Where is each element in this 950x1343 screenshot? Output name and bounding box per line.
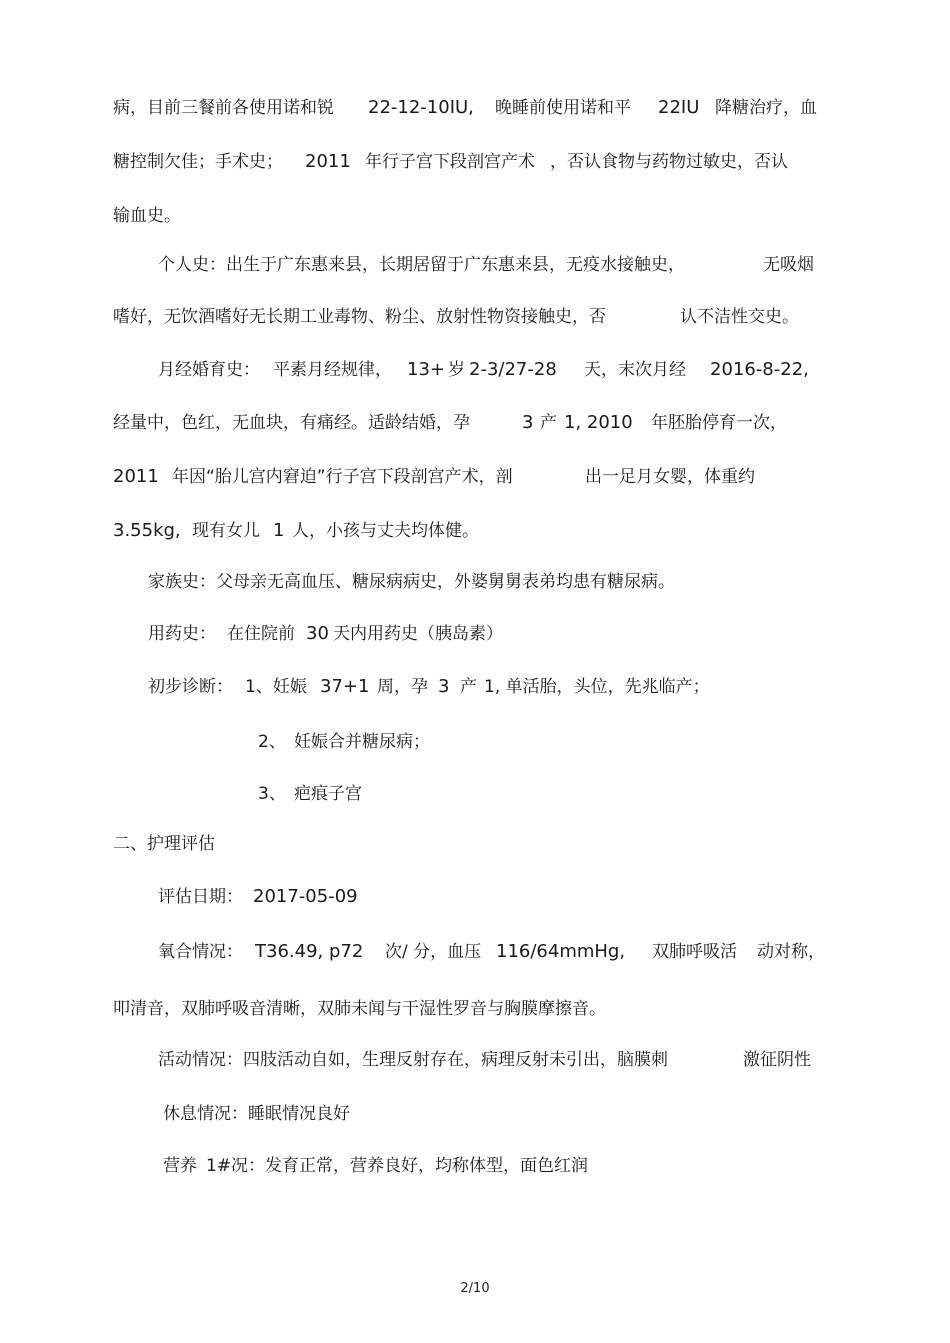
text-segment: 无吸烟 <box>763 255 814 275</box>
text-segment: 年因“胎儿宫内窘迫”行子宫下段剖宫产术，剖 <box>172 467 513 487</box>
text-segment: 家族史：父母亲无高血压、糖尿病病史，外婆舅舅表弟均患有糖尿病。 <box>148 572 675 592</box>
text-segment: 2011 <box>113 466 159 487</box>
text-segment: 晚睡前使用诺和平 <box>495 98 631 118</box>
text-segment: 输血史。 <box>113 206 181 226</box>
text-segment: 3 <box>522 412 534 433</box>
text-segment: 平素月经规律， <box>273 360 392 380</box>
page-number: 2/10 <box>460 1281 490 1296</box>
text-segment: 1#况：发育正常，营养良好，均称体型，面色红润 <box>206 1156 589 1176</box>
text-line <box>0 779 950 809</box>
text-segment: 3 <box>438 676 450 697</box>
text-segment: 1, 2010 <box>564 412 633 433</box>
text-line <box>0 250 950 280</box>
text-segment: 13+ <box>407 359 445 380</box>
text-segment: 月经婚育史： <box>158 360 260 380</box>
text-segment: 妊娠合并糖尿病； <box>294 732 430 752</box>
text-segment: 30 <box>306 623 329 644</box>
text-segment: 次/ 分，血压 <box>385 942 482 962</box>
text-segment: 营养 <box>163 1156 197 1176</box>
text-line <box>0 994 950 1024</box>
text-segment: 2017-05-09 <box>253 886 358 907</box>
text-segment: 2011 <box>305 151 351 172</box>
text-segment: 2016-8-22, <box>710 359 809 380</box>
text-segment: 年行子宫下段剖宫产术 <box>365 152 535 172</box>
text-line <box>0 355 950 385</box>
text-segment: 动对称， <box>757 942 825 962</box>
text-line <box>0 1099 950 1129</box>
text-segment: 病，目前三餐前各使用诺和锐 <box>113 98 334 118</box>
text-segment: 疤痕子宫 <box>294 784 362 804</box>
text-segment: 3、 <box>258 784 286 804</box>
text-segment: 个人史：出生于广东惠来县，长期居留于广东惠来县，无疫水接触史， <box>158 255 685 275</box>
text-segment: 现有女儿 <box>192 521 260 541</box>
text-segment: 产 <box>540 413 557 433</box>
text-segment: T36.49, p72 <box>255 941 364 962</box>
text-segment: 激征阴性 <box>743 1050 811 1070</box>
text-segment: 氧合情况： <box>158 942 243 962</box>
text-segment: 糖控制欠佳；手术史； <box>113 152 283 172</box>
text-segment: 产 <box>460 677 477 697</box>
text-segment: 在住院前 <box>227 624 295 644</box>
text-segment: 岁 <box>448 360 465 380</box>
text-line <box>0 408 950 438</box>
text-line <box>0 672 950 702</box>
text-segment: 1、妊娠 <box>245 677 307 697</box>
text-segment: 2、 <box>258 732 286 752</box>
text-line <box>0 302 950 332</box>
text-segment: 22-12-10IU, <box>368 97 474 118</box>
text-segment: 降糖治疗，血 <box>715 98 817 118</box>
text-segment: 经量中，色红，无血块，有痛经。适龄结婚，孕 <box>113 413 470 433</box>
text-segment: 二、护理评估 <box>113 834 215 854</box>
text-segment: 认不洁性交史。 <box>680 307 799 327</box>
text-segment: 周，孕 <box>377 677 428 697</box>
text-segment: 1, 单活胎，头位，先兆临产； <box>484 677 710 697</box>
text-segment: 天内用药史（胰岛素） <box>333 624 503 644</box>
text-line <box>0 1045 950 1075</box>
text-segment: 双肺呼吸活 <box>652 942 737 962</box>
text-line <box>0 147 950 177</box>
text-segment: 初步诊断： <box>148 677 233 697</box>
text-segment: 天，末次月经 <box>584 360 686 380</box>
text-line <box>0 937 950 967</box>
text-segment: 叩清音，双肺呼吸音清晰，双肺未闻与干湿性罗音与胸膜摩擦音。 <box>113 999 606 1019</box>
text-line <box>0 516 950 546</box>
text-segment: 116/64mmHg, <box>496 941 626 962</box>
text-segment: 评估日期： <box>158 887 243 907</box>
text-line <box>0 619 950 649</box>
text-line <box>0 727 950 757</box>
text-line <box>0 829 950 859</box>
text-line <box>0 201 950 231</box>
text-segment: 出一足月女婴，体重约 <box>585 467 755 487</box>
text-segment: 1 <box>273 520 285 541</box>
text-segment: 嗜好，无饮酒嗜好无长期工业毒物、粉尘、放射性物资接触史，否 <box>113 307 606 327</box>
text-line <box>0 93 950 123</box>
text-segment: 用药史： <box>148 624 216 644</box>
text-segment: 人，小孩与丈夫均体健。 <box>292 521 479 541</box>
text-segment: ，否认食物与药物过敏史，否认 <box>550 152 788 172</box>
text-line <box>0 882 950 912</box>
text-segment: 37+1 <box>320 676 370 697</box>
text-segment: 3.55kg, <box>113 520 181 541</box>
text-line <box>0 1151 950 1181</box>
text-segment: 22IU <box>658 97 700 118</box>
text-segment: 年胚胎停育一次， <box>651 413 787 433</box>
text-line <box>0 567 950 597</box>
text-segment: 活动情况：四肢活动自如，生理反射存在，病理反射未引出，脑膜刺 <box>158 1050 668 1070</box>
text-segment: 休息情况：睡眠情况良好 <box>163 1104 350 1124</box>
text-line <box>0 462 950 492</box>
text-segment: 2-3/27-28 <box>469 359 557 380</box>
